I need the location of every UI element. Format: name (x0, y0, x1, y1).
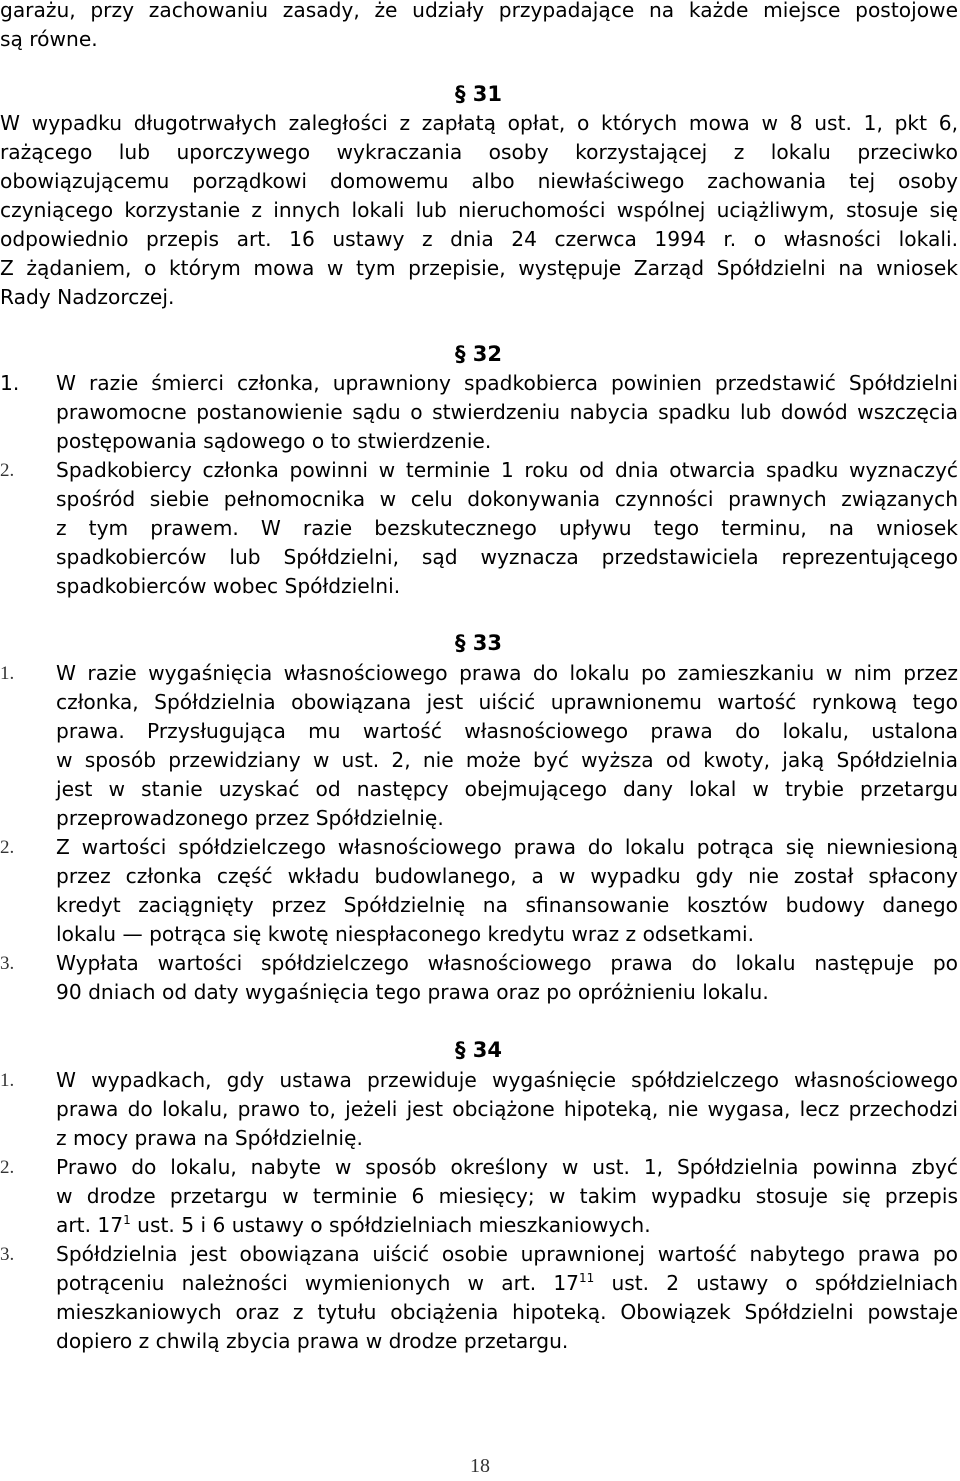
item-number: 3. (0, 1244, 15, 1265)
text-segment: art. 17 (56, 1213, 124, 1237)
text-line: w sposób przewidziany w ust. 2, nie może być wyższa od kwoty, jaką Spółdzielnia (56, 748, 958, 772)
text-line: W wypadku długotrwałych zaległości z zapłatą opłat, o których mowa w 8 ust. 1, pkt 6, (0, 111, 958, 135)
text-line: z mocy prawa na Spółdzielnię. (56, 1126, 363, 1150)
text-line: 90 dniach od daty wygaśnięcia tego prawa oraz po opróżnieniu lokalu. (56, 980, 769, 1004)
text-line: z tym prawem. W razie bezskutecznego upływu tego terminu, na wniosek (56, 516, 958, 540)
text-line: prawomocne postanowienie sądu o stwierdzeniu nabycia spadku lub dowód wszczęcia (56, 400, 958, 424)
text-line: odpowiednio przepis art. 16 ustawy z dnia 24 czerwca 1994 r. o własności lokali. (0, 227, 958, 251)
text-segment: potrąceniu należności wymienionych w art. 17 (56, 1271, 580, 1295)
text-line: postępowania sądowego o to stwierdzenie. (56, 429, 492, 453)
text-segment: ust. 5 i 6 ustawy o spółdzielniach mieszkaniowych. (130, 1213, 651, 1237)
text-line: Z wartości spółdzielczego własnościowego prawa do lokalu potrąca się niewniesioną (56, 835, 958, 859)
superscript: 1 (123, 1213, 131, 1227)
text-line: są równe. (0, 27, 98, 51)
text-line: przeprowadzonego przez Spółdzielnię. (56, 806, 444, 830)
text-line: rażącego lub uporczywego wykraczania osoby korzystającej z lokalu przeciwko (0, 140, 958, 164)
text-line: spadkobierców lub Spółdzielni, sąd wyznacza przedstawiciela reprezentującego (56, 545, 958, 569)
text-segment: ust. 2 ustawy o spółdzielniach (594, 1271, 958, 1295)
item-number: 1. (0, 1070, 15, 1091)
text-line: czyniącego korzystanie z innych lokali lub nieruchomości wspólnej uciążliwym, stosuje się (0, 198, 958, 222)
text-line: spadkobierców wobec Spółdzielni. (56, 574, 401, 598)
text-line: Spadkobiercy członka powinni w terminie 1 roku od dnia otwarcia spadku wyznaczyć (56, 458, 958, 482)
text-line: dopiero z chwilą zbycia prawa w drodze przetargu. (56, 1329, 569, 1353)
text-line: członka, Spółdzielnia obowiązana jest uiścić uprawnionemu wartość rynkową tego (56, 690, 958, 714)
item-number: 1. (0, 663, 15, 684)
text-line: W razie śmierci członka, uprawniony spadkobierca powinien przedstawić Spółdzielni (56, 371, 958, 395)
text-line: kredyt zaciągnięty przez Spółdzielnię na sfinansowanie kosztów budowy danego (56, 893, 958, 917)
text-line: W razie wygaśnięcia własnościowego prawa do lokalu po zamieszkaniu w nim przez (56, 661, 958, 685)
section-heading: § 33 (455, 631, 503, 655)
text-line: garażu, przy zachowaniu zasady, że udziały przypadające na każde miejsce postojowe (0, 0, 958, 22)
page-number: 18 (470, 1455, 490, 1477)
text-line: Wypłata wartości spółdzielczego własnościowego prawa do lokalu następuje po (56, 951, 958, 975)
superscript: 11 (579, 1271, 595, 1285)
item-number: 1. (0, 371, 20, 395)
text-line: spośród siebie pełnomocnika w celu dokonywania czynności prawnych związanych (56, 487, 958, 511)
text-line-with-superscript (56, 1269, 958, 1298)
item-number: 3. (0, 953, 15, 974)
text-line: W wypadkach, gdy ustawa przewiduje wygaśnięcie spółdzielczego własnościowego (56, 1068, 958, 1092)
section-heading: § 34 (455, 1038, 503, 1062)
item-number: 2. (0, 460, 15, 481)
text-line: Prawo do lokalu, nabyte w sposób określony w ust. 1, Spółdzielnia powinna zbyć (56, 1155, 958, 1179)
section-heading: § 31 (455, 82, 503, 106)
text-line: jest w stanie uzyskać od następcy obejmującego dany lokal w trybie przetargu (56, 777, 958, 801)
text-line: Z żądaniem, o którym mowa w tym przepisie, występuje Zarząd Spółdzielni na wniosek (0, 256, 958, 280)
text-line: w drodze przetargu w terminie 6 miesięcy; w takim wypadku stosuje się przepis (56, 1184, 958, 1208)
text-line: prawa do lokalu, prawo to, jeżeli jest obciążone hipoteką, nie wygasa, lecz przechodzi (56, 1097, 958, 1121)
text-line: przez członka część wkładu budowlanego, a w wypadku gdy nie został spłacony (56, 864, 958, 888)
text-line: lokalu — potrąca się kwotę niespłaconego kredytu wraz z odsetkami. (56, 922, 754, 946)
text-line: Rady Nadzorczej. (0, 285, 175, 309)
text-line-with-superscript (56, 1211, 958, 1240)
text-line: prawa. Przysługująca mu wartość własnościowego prawa do lokalu, ustalona (56, 719, 958, 743)
item-number: 2. (0, 837, 15, 858)
text-line: obowiązującemu porządkowi domowemu albo niewłaściwego zachowania tej osoby (0, 169, 958, 193)
text-line: mieszkaniowych oraz z tytułu obciążenia hipoteką. Obowiązek Spółdzielni powstaje (56, 1300, 958, 1324)
item-number: 2. (0, 1157, 15, 1178)
section-heading: § 32 (455, 342, 503, 366)
text-line: Spółdzielnia jest obowiązana uiścić osobie uprawnionej wartość nabytego prawa po (56, 1242, 958, 1266)
